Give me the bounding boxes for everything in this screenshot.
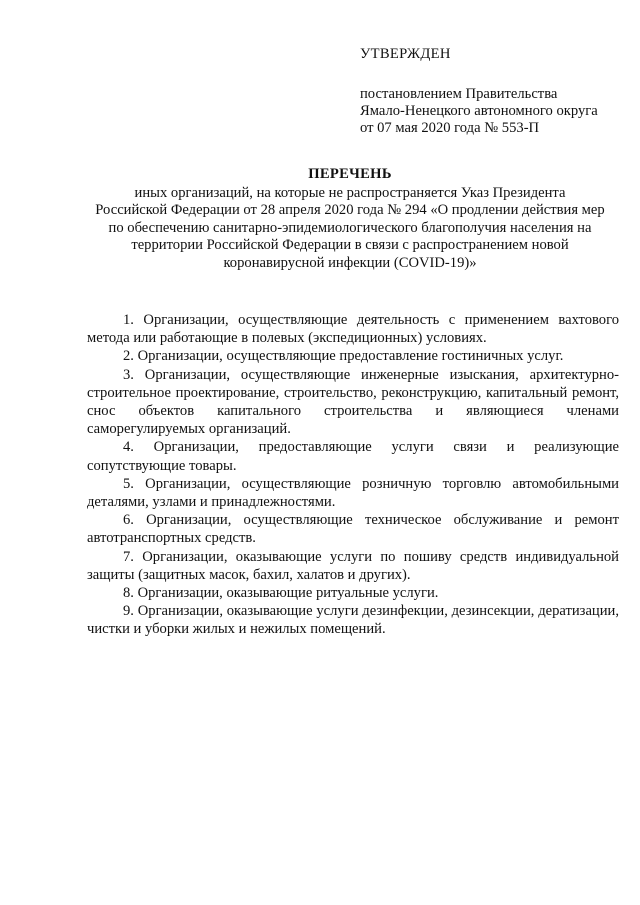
list-item: 9. Организации, оказывающие услуги дезинфекции, дезинсекции, дератизации, чистки и уборки жилых и нежилых помещений. (87, 603, 619, 638)
list-item: 3. Организации, осуществляющие инженерные изыскания, архитектурно-строительное проектирование, строительство, реконструкцию, капитальный ремонт, снос объектов капитального строительства и являющиеся членами саморегулируемых организаций. (87, 366, 619, 438)
approval-line: от 07 мая 2020 года № 553-П (360, 120, 540, 136)
approval-block (360, 46, 620, 137)
organizations-list (87, 311, 619, 639)
list-item: 8. Организации, оказывающие ритуальные услуги. (123, 585, 439, 602)
list-item: 4. Организации, предоставляющие услуги связи и реализующие сопутствующие товары. (87, 439, 619, 474)
document-title: ПЕРЕЧЕНЬ (308, 166, 392, 182)
approval-stamp: УТВЕРЖДЕН (360, 46, 451, 62)
list-item: 6. Организации, осуществляющие техническое обслуживание и ремонт автотранспортных средств. (87, 512, 619, 547)
list-item: 2. Организации, осуществляющие предоставление гостиничных услуг. (123, 348, 564, 365)
list-item: 7. Организации, оказывающие услуги по пошиву средств индивидуальной защиты (защитных масок, бахил, халатов и других). (87, 548, 619, 583)
subtitle-line: Российской Федерации от 28 апреля 2020 года № 294 «О продлении действия мер (95, 202, 605, 219)
subtitle-line: территории Российской Федерации в связи с распространением новой (131, 237, 569, 254)
approval-line: Ямало-Ненецкого автономного округа (360, 103, 598, 119)
list-item: 5. Организации, осуществляющие розничную торговлю автомобильными деталями, узлами и принадлежностями. (87, 475, 619, 511)
subtitle-line: коронавирусной инфекции (COVID-19)» (223, 254, 477, 271)
list-item: 1. Организации, осуществляющие деятельность с применением вахтового метода или работающие в полевых (экспедиционных) условиях. (87, 312, 619, 347)
approval-line: постановлением Правительства (360, 86, 558, 102)
subtitle-line: по обеспечению санитарно-эпидемиологического благополучия населения на (108, 219, 592, 236)
heading-block (80, 166, 620, 272)
subtitle-line: иных организаций, на которые не распространяется Указ Президента (134, 185, 566, 201)
